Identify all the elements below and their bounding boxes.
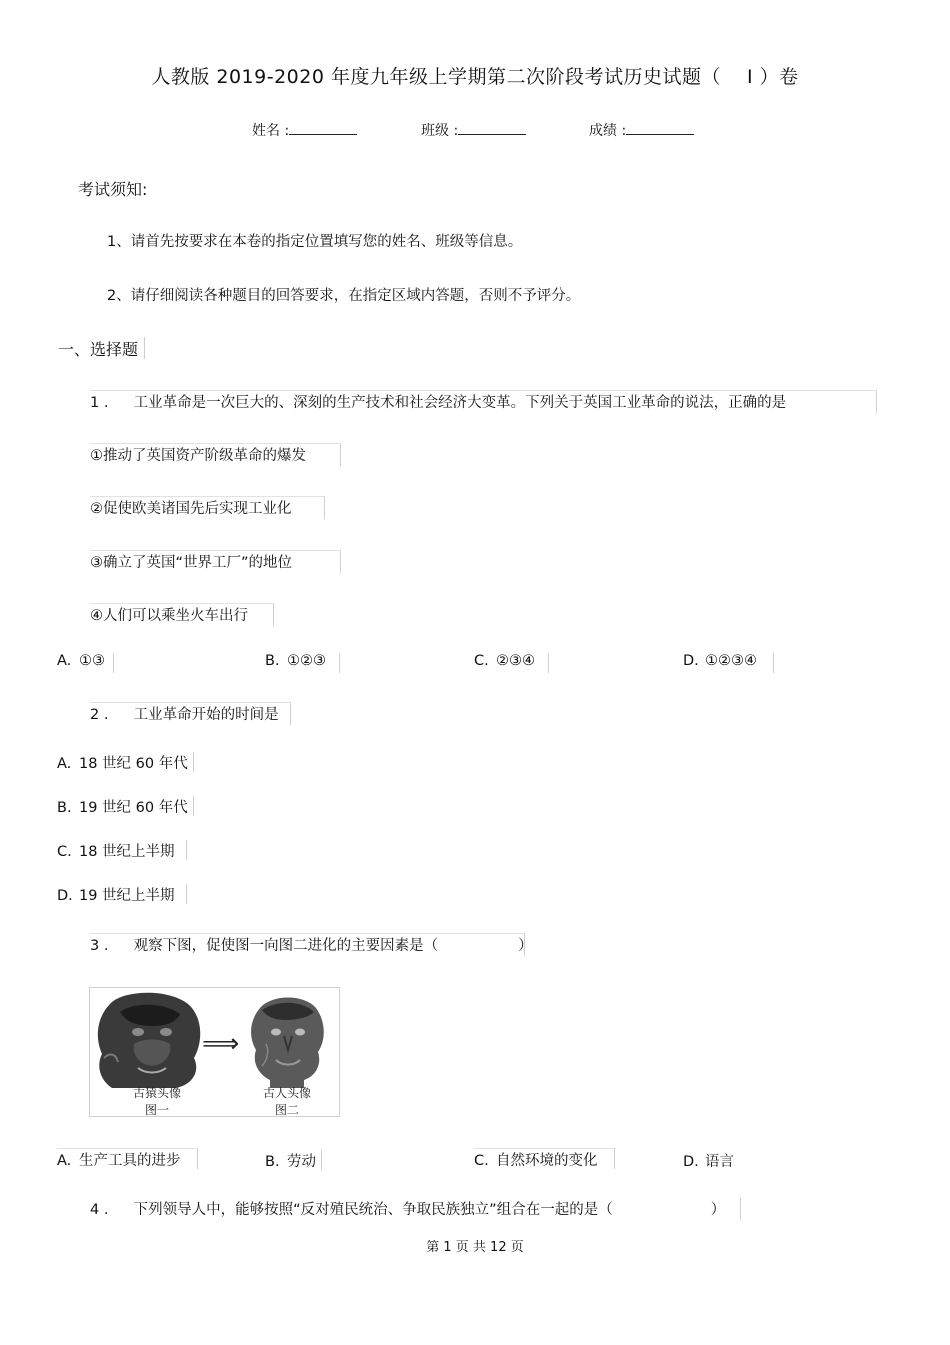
option-text: 18 世纪上半期 [79, 844, 175, 860]
option-text: 劳动 [287, 1154, 316, 1170]
score-label: 成绩 : [589, 123, 627, 139]
q3-number: 3 . [90, 938, 109, 954]
q2-number: 2 . [90, 707, 109, 723]
option-letter: D. [683, 653, 699, 669]
option-letter: D. [57, 888, 73, 904]
option-text: ②③④ [496, 653, 535, 669]
option-letter: B. [265, 653, 280, 669]
option-text: 自然环境的变化 [496, 1153, 598, 1169]
class-label: 班级 : [421, 123, 459, 139]
question-4 [90, 1198, 741, 1220]
q1-stem: 工业革命是一次巨大的、深刻的生产技术和社会经济大变革。下列关于英国工业革命的说法，正确的是 [133, 395, 787, 411]
q3-option-b[interactable] [265, 1150, 322, 1170]
question-1 [90, 390, 877, 413]
score-field[interactable] [589, 120, 694, 140]
name-label: 姓名 : [252, 123, 290, 139]
option-letter: C. [474, 1153, 489, 1169]
notice-item-2: 2、请仔细阅读各种题目的回答要求，在指定区域内答题，否则不予评分。 [107, 288, 581, 304]
option-letter: C. [474, 653, 489, 669]
q2-stem: 工业革命开始的时间是 [133, 707, 279, 723]
option-letter: B. [57, 800, 72, 816]
q3-option-c[interactable] [474, 1148, 615, 1169]
q4-number: 4 . [90, 1202, 109, 1218]
section-heading: 一、选择题 [58, 337, 145, 359]
q3-figure [89, 987, 340, 1117]
arrow-icon: ⟹ [202, 1029, 240, 1059]
page-title: 人教版 2019-2020 年度九年级上学期第二次阶段考试历史试题（ I ）卷 [151, 66, 799, 88]
question-3 [90, 933, 533, 956]
notice-item-1: 1、请首先按要求在本卷的指定位置填写您的姓名、班级等信息。 [107, 234, 523, 250]
name-blank[interactable] [289, 122, 357, 135]
q2-option-a[interactable] [57, 752, 194, 772]
name-field[interactable] [252, 120, 357, 140]
q2-option-d[interactable] [57, 884, 187, 904]
fig1-caption-label: 图一 [144, 1103, 169, 1117]
q4-stem-after: ） [710, 1202, 726, 1218]
q2-option-c[interactable] [57, 840, 187, 860]
option-text: 19 世纪 60 年代 [79, 800, 188, 816]
option-text: 语言 [705, 1154, 734, 1170]
fig1-caption-title: 古猿头像 [132, 1086, 181, 1100]
option-letter: B. [265, 1154, 280, 1170]
q1-statement-1: ①推动了英国资产阶级革命的爆发 [90, 443, 341, 466]
q1-option-c[interactable] [474, 653, 549, 673]
q1-statement-3: ③确立了英国“世界工厂”的地位 [90, 550, 341, 573]
class-blank[interactable] [458, 122, 526, 135]
q4-stem-before: 下列领导人中，能够按照“反对殖民统治、争取民族独立”组合在一起的是（ [133, 1202, 613, 1218]
score-blank[interactable] [626, 122, 694, 135]
q3-option-a[interactable] [57, 1148, 198, 1169]
option-text: 生产工具的进步 [79, 1153, 181, 1169]
question-2 [90, 702, 291, 725]
q3-option-d[interactable] [683, 1150, 734, 1171]
page-footer: 第 1 页 共 12 页 [426, 1240, 524, 1255]
option-text: 19 世纪上半期 [79, 888, 175, 904]
option-letter: A. [57, 1153, 72, 1169]
q2-option-b[interactable] [57, 796, 194, 816]
option-text: ①②③ [287, 653, 326, 669]
q1-option-a[interactable] [57, 653, 114, 673]
q1-option-d[interactable] [683, 653, 774, 673]
q1-option-b[interactable] [265, 653, 340, 673]
option-text: ①③ [79, 653, 105, 669]
option-letter: C. [57, 844, 72, 860]
q1-statement-2: ②促使欧美诸国先后实现工业化 [90, 496, 325, 519]
ape-head-image [98, 993, 200, 1088]
fig2-caption-title: 古人头像 [262, 1086, 311, 1100]
option-text: ①②③④ [705, 653, 757, 669]
q3-stem-after: ） [518, 938, 533, 954]
option-text: 18 世纪 60 年代 [79, 756, 188, 772]
option-letter: A. [57, 653, 72, 669]
q3-stem-before: 观察下图，促使图一向图二进化的主要因素是（ [133, 938, 439, 954]
fig2-caption-label: 图二 [274, 1103, 299, 1117]
class-field[interactable] [421, 120, 526, 140]
option-letter: D. [683, 1154, 699, 1170]
q1-number: 1 . [90, 395, 109, 411]
notice-heading: 考试须知: [78, 180, 148, 199]
q1-statement-4: ④人们可以乘坐火车出行 [90, 603, 274, 626]
early-human-head-image [251, 998, 324, 1089]
option-letter: A. [57, 756, 72, 772]
